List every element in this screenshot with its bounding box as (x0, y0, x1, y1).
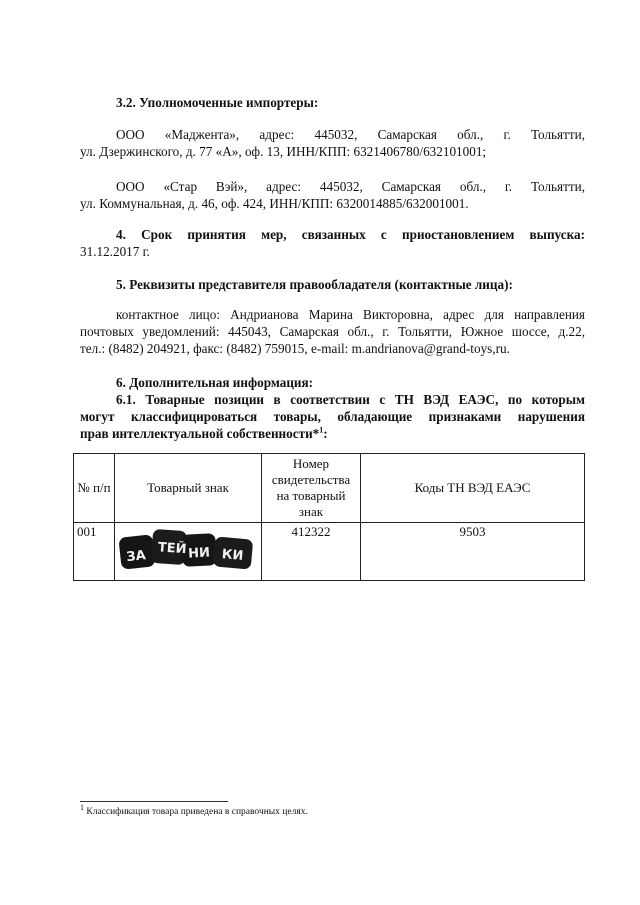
contact-line-3: тел.: (8482) 204921, факс: (8482) 759015, e-mail: m.andrianova@grand-toys,ru. (80, 341, 510, 356)
contact-info (80, 306, 585, 357)
section-4-date: 31.12.2017 г. (80, 244, 150, 259)
section-6-1-colon: : (323, 426, 328, 441)
header-trademark: Товарный знак (115, 454, 262, 523)
footnote-text: Классификация товара приведена в справочных целях. (86, 807, 308, 817)
section-5-heading: 5. Реквизиты представителя правообладателя (контактные лица): (116, 277, 513, 292)
svg-text:КИ: КИ (221, 547, 244, 564)
header-num: № п/п (74, 454, 115, 523)
section-4-line-1: 4. Срок принятия мер, связанных с приостановлением выпуска: (116, 227, 585, 242)
importer-1-line-1: ООО «Маджента», адрес: 445032, Самарская обл., г. Тольятти, (116, 127, 585, 142)
svg-text:ТЕЙ: ТЕЙ (157, 540, 188, 558)
importer-1 (80, 126, 585, 160)
footnote (80, 802, 308, 818)
section-6-1 (80, 391, 585, 442)
row-num: 001 (74, 523, 115, 581)
importer-2-line-1: ООО «Стар Вэй», адрес: 445032, Самарская обл., г. Тольятти, (116, 179, 585, 194)
importer-2 (80, 178, 585, 212)
svg-text:ЗА: ЗА (125, 548, 147, 566)
row-certificate: 412322 (262, 523, 361, 581)
footnote-mark: 1 (80, 802, 84, 812)
section-6-1-line-1: 6.1. Товарные позиции в соответствии с ТН ВЭД ЕАЭС, по которым (116, 392, 585, 407)
contact-line-1: контактное лицо: Андрианова Марина Викторовна, адрес для направления (116, 307, 585, 322)
table-row (74, 523, 585, 581)
footnote-divider (80, 801, 228, 802)
importer-1-line-2: ул. Дзержинского, д. 77 «А», оф. 13, ИНН/КПП: 6321406780/632101001; (80, 144, 487, 159)
footnote-ref: 1 (319, 425, 324, 435)
section-6-heading: 6. Дополнительная информация: (116, 375, 314, 390)
row-codes: 9503 (361, 523, 585, 581)
header-codes: Коды ТН ВЭД ЕАЭС (361, 454, 585, 523)
section-6-1-line-2: могут классифицироваться товары, обладающие признаками нарушения (80, 409, 585, 424)
section-6-1-line-3-text: прав интеллектуальной собственности* (80, 426, 320, 441)
svg-text:НИ: НИ (187, 545, 211, 562)
trademark-table (73, 453, 585, 581)
row-trademark (115, 523, 262, 581)
section-3-2-heading: 3.2. Уполномоченные импортеры: (116, 95, 319, 110)
header-certificate: Номер свидетельства на товарный знак (262, 454, 361, 523)
section-4 (80, 226, 585, 260)
trademark-logo-image (118, 524, 258, 576)
importer-2-line-2: ул. Коммунальная, д. 46, оф. 424, ИНН/КПП: 6320014885/632001001. (80, 196, 469, 211)
contact-line-2: почтовых уведомлений: 445043, Самарская обл., г. Тольятти, Южное шоссе, д.22, (80, 324, 585, 339)
section-6-1-line-3 (80, 425, 585, 442)
table-header-row (74, 454, 585, 523)
